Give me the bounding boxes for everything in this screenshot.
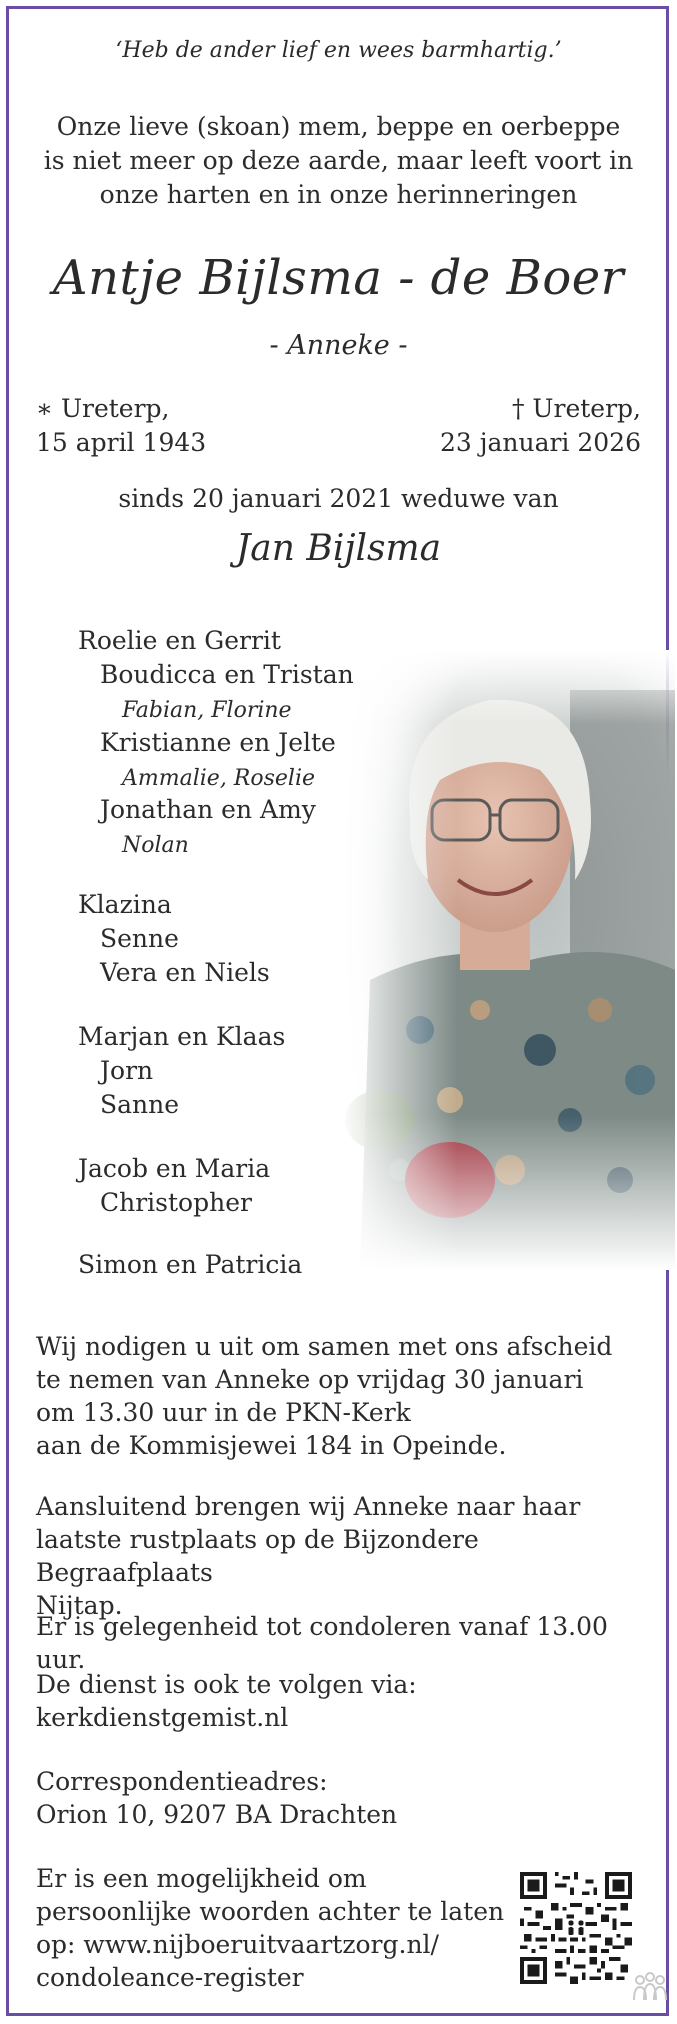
birth-place: ∗ Ureterp, bbox=[36, 394, 170, 423]
intro-text bbox=[0, 110, 677, 212]
family-member: Jacob en Maria bbox=[78, 1154, 271, 1183]
register-line: persoonlijke woorden achter te laten bbox=[36, 1897, 505, 1926]
family-member: Roelie en Gerrit bbox=[78, 626, 281, 655]
family-member: Sanne bbox=[100, 1090, 180, 1119]
portrait-photo bbox=[340, 650, 675, 1270]
family-member: Klazina bbox=[78, 890, 172, 919]
birth-date: 15 april 1943 bbox=[36, 428, 207, 457]
birth-info bbox=[36, 392, 206, 460]
family-member: Boudicca en Tristan bbox=[100, 660, 354, 689]
burial-line: Aansluitend brengen wij Anneke naar haar bbox=[36, 1492, 581, 1521]
condolence-line: Er is gelegenheid tot condoleren vanaf 13.00 uur. bbox=[36, 1612, 608, 1674]
family-member: Jonathan en Amy bbox=[100, 795, 316, 824]
stream-link: kerkdienstgemist.nl bbox=[36, 1703, 289, 1732]
family-member: Vera en Niels bbox=[100, 958, 270, 987]
intro-line: is niet meer op deze aarde, maar leeft voort in bbox=[43, 146, 634, 175]
stream-line: De dienst is ook te volgen via: bbox=[36, 1670, 417, 1699]
invitation-line: Wij nodigen u uit om samen met ons afscheid bbox=[36, 1332, 613, 1361]
stream-paragraph bbox=[36, 1668, 646, 1734]
family-member: Ammalie, Roselie bbox=[122, 766, 316, 791]
family-member: Jorn bbox=[100, 1056, 154, 1085]
family-member: Simon en Patricia bbox=[78, 1250, 303, 1279]
family-member: Christopher bbox=[100, 1188, 252, 1217]
deceased-name: Antje Bijlsma - de Boer bbox=[52, 250, 625, 306]
family-member: Fabian, Florine bbox=[122, 698, 292, 723]
intro-line: Onze lieve (skoan) mem, beppe en oerbeppe bbox=[56, 112, 621, 141]
people-logo-icon bbox=[630, 1968, 670, 2004]
invitation-line: aan de Kommisjewei 184 in Opeinde. bbox=[36, 1431, 507, 1460]
register-line: Er is een mogelijkheid om bbox=[36, 1864, 367, 1893]
death-date: 23 januari 2026 bbox=[439, 428, 641, 457]
nickname: - Anneke - bbox=[269, 330, 408, 361]
intro-line: onze harten en in onze herinneringen bbox=[99, 180, 578, 209]
motto: ‘Heb de ander lief en wees barmhartig.’ bbox=[115, 38, 562, 63]
address-value: Orion 10, 9207 BA Drachten bbox=[36, 1800, 398, 1829]
register-link: op: www.nijboeruitvaartzorg.nl/ bbox=[36, 1930, 439, 1959]
register-paragraph bbox=[36, 1862, 506, 1994]
family-member: Nolan bbox=[122, 833, 189, 858]
family-member: Marjan en Klaas bbox=[78, 1022, 286, 1051]
family-member: Senne bbox=[100, 924, 179, 953]
address-paragraph bbox=[36, 1765, 646, 1831]
widow-line: sinds 20 januari 2021 weduwe van bbox=[118, 484, 559, 513]
death-place: † Ureterp, bbox=[511, 394, 641, 423]
burial-line: Nijtap. bbox=[36, 1591, 123, 1620]
burial-line: laatste rustplaats op de Bijzondere Begraafplaats bbox=[36, 1525, 479, 1587]
register-link: condoleance-register bbox=[36, 1963, 304, 1992]
address-label: Correspondentieadres: bbox=[36, 1767, 328, 1796]
qr-code-icon bbox=[520, 1872, 632, 1984]
invitation-paragraph bbox=[36, 1330, 646, 1462]
spouse-name: Jan Bijlsma bbox=[235, 528, 442, 569]
invitation-line: te nemen van Anneke op vrijdag 30 januari bbox=[36, 1365, 584, 1394]
invitation-line: om 13.30 uur in de PKN-Kerk bbox=[36, 1398, 411, 1427]
burial-paragraph bbox=[36, 1490, 646, 1622]
family-member: Kristianne en Jelte bbox=[100, 728, 336, 757]
death-info bbox=[440, 392, 641, 460]
